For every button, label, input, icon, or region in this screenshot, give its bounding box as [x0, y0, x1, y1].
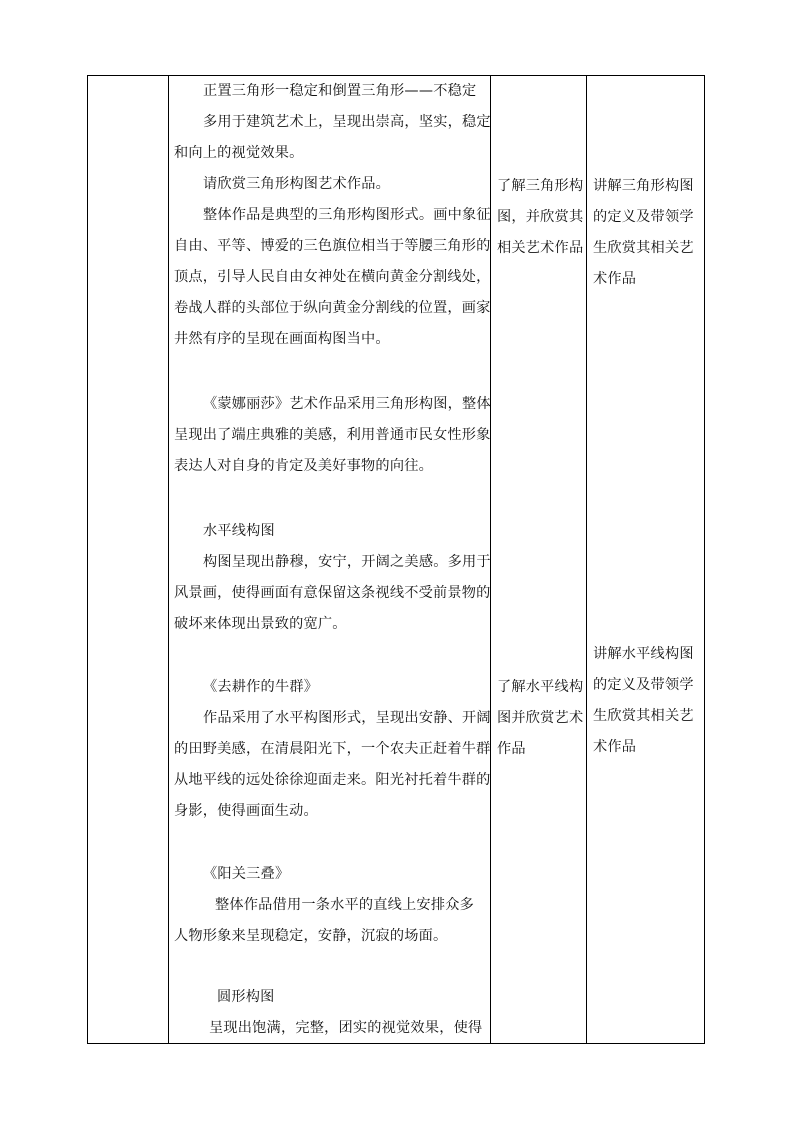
content-line: 自由、平等、博爱的三色旗位相当于等腰三角形的	[174, 238, 491, 254]
design-intent	[587, 76, 704, 1043]
content-line: 作品采用了水平构图形式，呈现出安静、开阔	[203, 710, 491, 726]
content-line: 《蒙娜丽莎》艺术作品采用三角形构图，整体	[203, 396, 491, 412]
lesson-plan-table	[87, 75, 705, 1044]
content-line: 表达人对自身的肯定及美好事物的向往。	[174, 458, 433, 474]
intent-line: 的定义及带领学	[593, 209, 694, 225]
content-line: 正置三角形一稳定和倒置三角形——不稳定	[203, 83, 477, 99]
content-line: 风景画，使得画面有意保留这条视线不受前景物的	[174, 585, 491, 601]
intent-line: 生欣赏其相关艺	[593, 708, 694, 724]
section-heading: 水平线构图	[203, 523, 275, 539]
content-line: 请欣赏三角形构图艺术作品。	[203, 176, 391, 192]
content-line: 多用于建筑艺术上，呈现出崇高，坚实，稳定	[203, 114, 491, 130]
activity-line: 相关艺术作品	[497, 240, 584, 256]
artwork-title: 《阳关三叠》	[203, 866, 290, 882]
activity-line: 图并欣赏艺术	[497, 710, 584, 726]
content-line: 整体作品是典型的三角形构图形式。画中象征	[203, 207, 491, 223]
intent-line: 生欣赏其相关艺	[593, 240, 694, 256]
intent-line: 讲解水平线构图	[593, 646, 694, 662]
activity-line: 了解水平线构	[497, 679, 584, 695]
content-line: 从地平线的远处徐徐迎面走来。阳光衬托着牛群的	[174, 772, 491, 788]
content-line: 井然有序的呈现在画面构图当中。	[174, 331, 390, 347]
table-row	[88, 76, 705, 1044]
content-line: 的田野美感，在清晨阳光下，一个农夫正赶着牛群	[174, 741, 491, 757]
intent-line: 的定义及带领学	[593, 677, 694, 693]
content-line: 呈现出了端庄典雅的美感，利用普通市民女性形象	[174, 427, 491, 443]
content-line: 呈现出饱满，完整，团实的视觉效果，使得	[209, 1020, 483, 1036]
student-activity-cell	[491, 76, 587, 1044]
content-line: 整体作品借用一条水平的直线上安排众多	[215, 897, 474, 913]
content-line: 人物形象来呈现稳定，安静，沉寂的场面。	[174, 928, 448, 944]
design-intent-cell	[587, 76, 705, 1044]
activity-line: 了解三角形构	[497, 178, 584, 194]
content-line: 卷战人群的头部位于纵向黄金分割线的位置，画家	[174, 300, 491, 316]
content-line: 和向上的视觉效果。	[174, 145, 304, 161]
intent-line: 讲解三角形构图	[593, 178, 694, 194]
intent-line: 术作品	[593, 739, 637, 755]
activity-line: 作品	[497, 741, 526, 757]
artwork-title: 《去耕作的牛群》	[203, 679, 319, 695]
content-line: 破坏来体现出景致的宽广。	[174, 616, 347, 632]
content-line: 身影，使得画面生动。	[174, 803, 318, 819]
stage-cell	[88, 76, 169, 1044]
content-line: 构图呈现出静穆，安宁，开阔之美感。多用于	[203, 554, 491, 570]
section-heading: 圆形构图	[217, 989, 275, 1005]
teaching-content-cell	[169, 76, 491, 1044]
teaching-content	[169, 76, 490, 1043]
content-line: 顶点，引导人民自由女神处在横向黄金分割线处，	[174, 269, 491, 285]
student-activity	[491, 76, 586, 1043]
intent-line: 术作品	[593, 271, 637, 287]
activity-line: 图，并欣赏其	[497, 209, 584, 225]
